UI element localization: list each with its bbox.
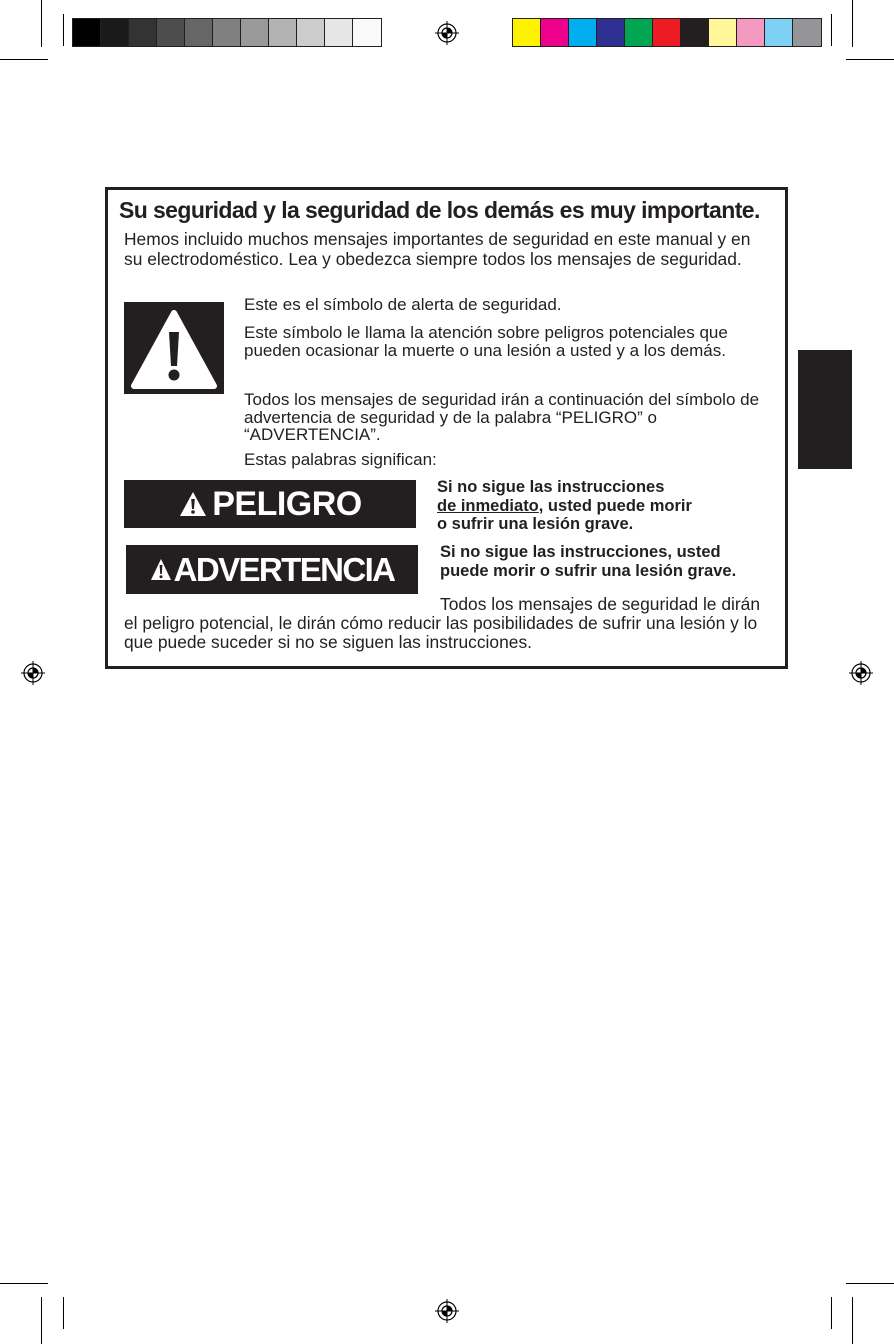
color-swatch (653, 19, 681, 46)
crop-mark (846, 1283, 894, 1284)
crop-mark (852, 0, 853, 47)
color-swatch (297, 19, 325, 46)
crop-mark (0, 1283, 48, 1284)
color-swatch (101, 19, 129, 46)
warning-word: ADVERTENCIA (173, 550, 395, 588)
color-swatch (597, 19, 625, 46)
registration-mark-icon (849, 661, 873, 685)
words-meaning-intro: Estas palabras significan: (244, 450, 437, 469)
color-swatch (241, 19, 269, 46)
symbol-followed: Todos los mensajes de seguridad irán a continuación del símbolo de advertencia de seguridad y de la palabra “PELIGRO” o “ADVERTENCIA”. (244, 390, 760, 444)
color-swatch (681, 19, 709, 46)
color-swatch (625, 19, 653, 46)
crop-mark (63, 1297, 64, 1329)
color-swatch (709, 19, 737, 46)
color-swatch (185, 19, 213, 46)
color-swatch (353, 19, 381, 46)
warning-triangle-icon (150, 558, 172, 582)
color-swatch (157, 19, 185, 46)
danger-desc-line3: o sufrir una lesión grave. (437, 515, 634, 533)
danger-desc-underlined: de inmediato (437, 496, 539, 515)
danger-desc-rest: , usted puede morir (538, 496, 692, 515)
symbol-intro: Este es el símbolo de alerta de seguridad. (244, 295, 562, 314)
safety-title: Su seguridad y la seguridad de los demás es muy importante. (119, 197, 760, 223)
crop-mark (846, 59, 894, 60)
danger-banner (124, 480, 416, 528)
crop-mark (63, 14, 64, 46)
warning-description: Si no sigue las instrucciones, usted puede morir o sufrir una lesión grave. (440, 543, 737, 580)
danger-word: PELIGRO (212, 484, 362, 523)
safety-closing-text: Todos los mensajes de seguridad le dirán el peligro potencial, le dirán cómo reducir las posibilidades de sufrir una lesión y lo que puede suceder si no se siguen las instrucciones. (124, 594, 760, 652)
color-swatch (541, 19, 569, 46)
crop-mark (41, 0, 42, 47)
registration-mark-icon (21, 661, 45, 685)
process-color-bar (512, 18, 822, 47)
crop-mark (41, 1297, 42, 1344)
color-swatch (325, 19, 353, 46)
symbol-attention: Este símbolo le llama la atención sobre peligros potenciales que pueden ocasionar la muerte o una lesión a usted y a los demás. (244, 323, 728, 360)
warning-triangle-icon (178, 490, 208, 518)
color-swatch (513, 19, 541, 46)
color-swatch (737, 19, 765, 46)
color-swatch (129, 19, 157, 46)
registration-mark-icon (435, 1299, 459, 1323)
color-swatch (569, 19, 597, 46)
color-swatch (213, 19, 241, 46)
safety-closing (124, 595, 772, 652)
crop-mark (852, 1297, 853, 1344)
color-swatch (793, 19, 821, 46)
color-swatch (73, 19, 101, 46)
registration-mark-icon (435, 21, 459, 45)
danger-description (437, 478, 767, 534)
color-swatch (765, 19, 793, 46)
warning-triangle-icon (124, 302, 224, 394)
warning-banner (126, 545, 418, 594)
crop-mark (0, 59, 48, 60)
safety-intro: Hemos incluido muchos mensajes importantes de seguridad en este manual y en su electrodoméstico. Lea y obedezca siempre todos los mensajes de seguridad. (124, 229, 751, 269)
crop-mark (831, 14, 832, 46)
language-side-tab (798, 350, 852, 469)
grayscale-color-bar (72, 18, 382, 47)
color-swatch (269, 19, 297, 46)
safety-notice-box (105, 187, 788, 669)
crop-mark (831, 1297, 832, 1329)
danger-desc-line1: Si no sigue las instrucciones (437, 478, 665, 496)
